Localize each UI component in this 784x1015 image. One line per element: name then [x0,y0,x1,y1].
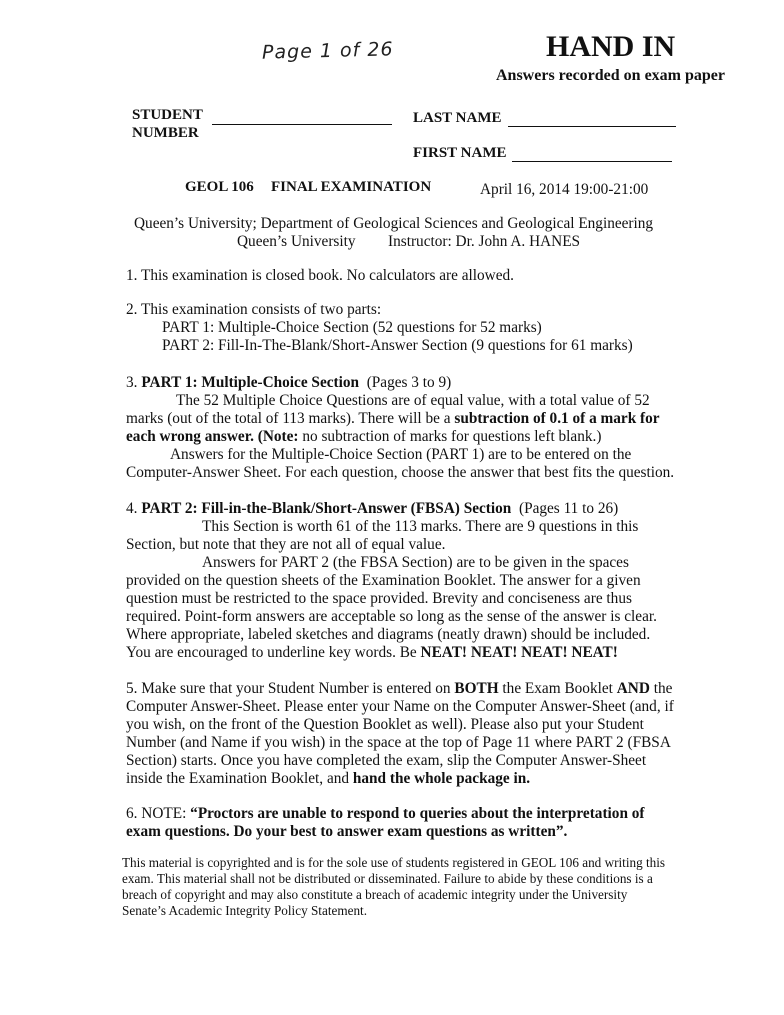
instructor: Instructor: Dr. John A. HANES [388,233,581,250]
last-name-label: LAST NAME [413,110,502,126]
course-code: GEOL 106 [185,179,254,195]
last-name-field[interactable] [508,126,676,127]
section-1: 1. This examination is closed book. No calculators are allowed. [126,267,514,284]
section-4: 4. PART 2: Fill-in-the-Blank/Short-Answer (FBSA) Section (Pages 11 to 26) This Section is worth 61 of the 113 marks. There are 9 questions in this Section, but note that they are not all of equal value. Answers for PART 2 (the FBSA Section) are to be given in the spaces provided on the question sheets of the Examination Booklet. The answer for a given question must be restricted to the space provided. Brevity and conciseness are thus required. Point-form answers are acceptable so long as the sense of the answer is clear. Where appropriate, labeled sketches and diagrams (neatly drawn) should be included. You are encouraged to underline key words. Be NEAT! NEAT! NEAT! NEAT! [126,500,657,661]
section-2: 2. This examination consists of two parts: PART 1: Multiple-Choice Section (52 questions for 52 marks) PART 2: Fill-In-The-Blank/Short-Answer Section (9 questions for 61 marks) [126,301,633,354]
section-4-title: PART 2: Fill-in-the-Blank/Short-Answer (FBSA) Section [141,500,512,517]
section-3: 3. PART 1: Multiple-Choice Section (Pages 3 to 9) The 52 Multiple Choice Questions are of equal value, with a total value of 52 marks (out of the total of 113 marks). There will be a subtraction of 0.1 of a mark for each wrong answer. (Note: no subtraction of marks for questions left blank.) Answers for the Multiple-Choice Section (PART 1) are to be entered on the Computer-Answer Sheet. For each question, choose the answer that best fits the question. [126,374,675,481]
hand-in-title: HAND IN [546,30,676,63]
exam-title: FINAL EXAMINATION [271,179,432,195]
student-number-label: STUDENT NUMBER [132,107,203,141]
copyright-notice: This material is copyrighted and is for the sole use of students registered in GEOL 106 and writing this exam. This material shall not be distributed or disseminated. Failure to abide by these conditions is a breach of copyright and may also constitute a breach of academic integrity under the University Senate’s Academic Integrity Policy Statement. [122,855,666,918]
university-line: Queen’s University; Department of Geological Sciences and Geological Engineering [134,215,654,232]
exam-date: April 16, 2014 19:00-21:00 [480,181,649,198]
section-6: 6. NOTE: “Proctors are unable to respond to queries about the interpretation of exam questions. Do your best to answer exam questions as written”. [126,805,645,840]
first-name-label: FIRST NAME [413,145,507,161]
first-name-field[interactable] [512,161,672,162]
student-number-field[interactable] [212,124,392,125]
instructor-university: Queen’s University [237,233,356,250]
hand-in-subtitle: Answers recorded on exam paper [496,67,726,84]
section-5: 5. Make sure that your Student Number is entered on BOTH the Exam Booklet AND the Computer Answer-Sheet. Please enter your Name on the Computer Answer-Sheet (and, if you wish, on the front of the Question Booklet as well). Please also put your Student Number (and Name if you wish) in the space at the top of Page 11 where PART 2 (FBSA Section) starts. Once you have completed the exam, slip the Computer Answer-Sheet inside the Examination Booklet, and hand the whole package in. [126,680,674,787]
section-3-title: PART 1: Multiple-Choice Section [141,374,360,391]
page-label: Page 1 of 26 [261,38,394,64]
